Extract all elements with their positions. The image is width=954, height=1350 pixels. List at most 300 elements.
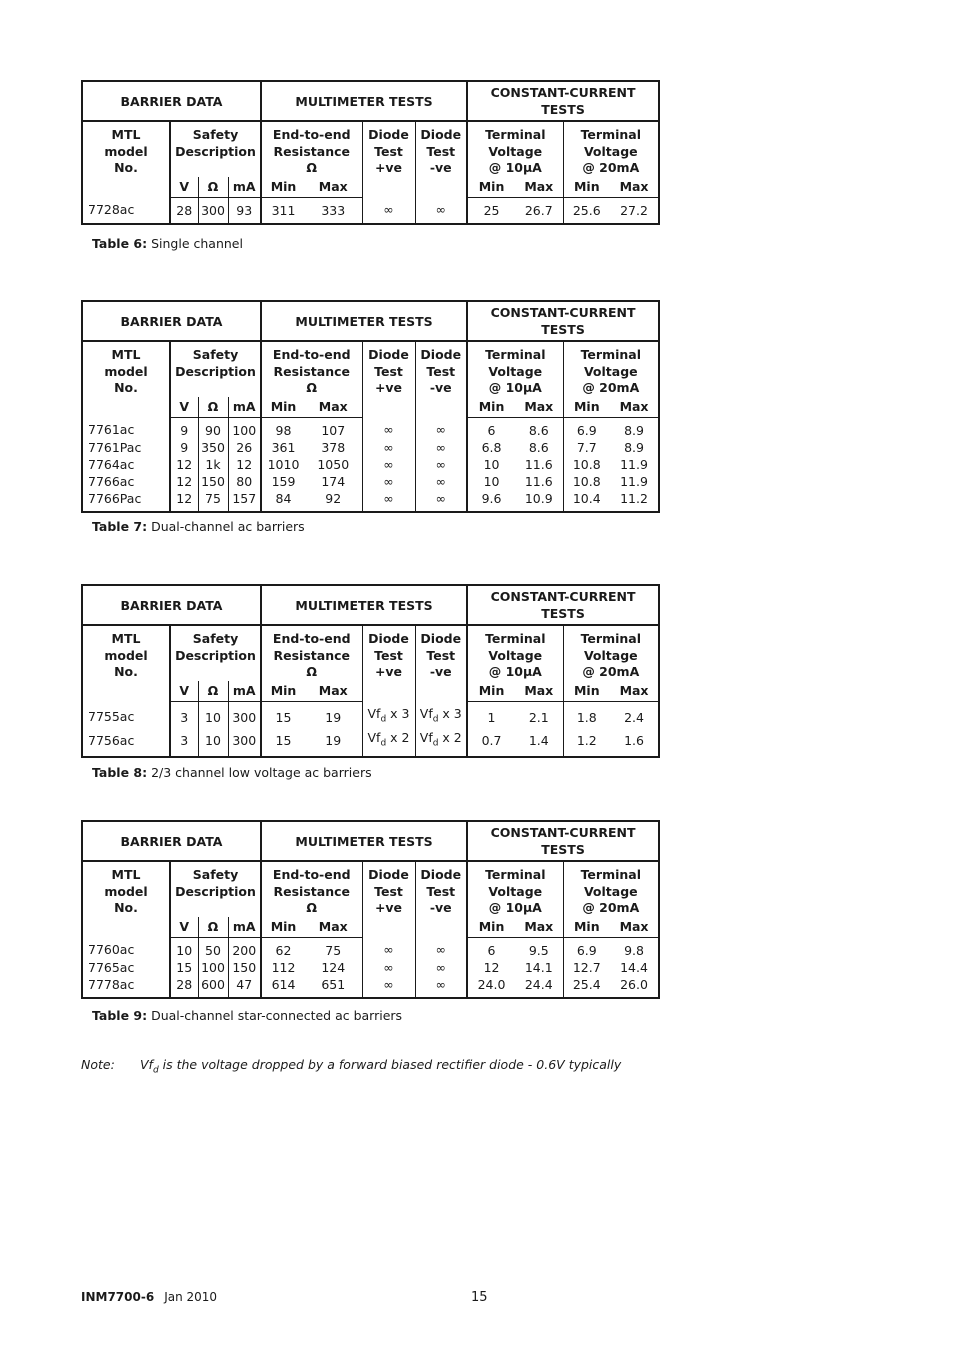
value-cell: 15: [261, 729, 305, 758]
value-cell: 6.9: [563, 417, 610, 439]
constant-current-tests-header: CONSTANT-CURRENT TESTS: [467, 301, 659, 341]
barrier-data-header: BARRIER DATA: [82, 821, 261, 861]
caption-label: Table 6:: [92, 236, 148, 251]
value-cell: 333: [321, 202, 346, 218]
value-cell: 11.9: [620, 456, 648, 472]
diode-neg-line: Diode: [420, 631, 462, 646]
tv-10ua-line: @ 10µA: [488, 900, 542, 915]
value-cell: 2.4: [624, 709, 644, 725]
table-row: [82, 417, 659, 439]
value-cell: 200: [228, 937, 261, 959]
diode-test-neg-header: [415, 341, 467, 417]
terminal-voltage-10ua-header: [467, 121, 563, 177]
tv10-min: Min: [467, 681, 515, 702]
column-header-row: [82, 625, 659, 681]
tv-10ua-line: Terminal: [485, 631, 546, 646]
end-to-end-line: End-to-end: [272, 867, 351, 882]
value-cell: 1.6: [624, 732, 644, 748]
value-cell: 600: [198, 976, 228, 998]
diode-pos-line: Diode: [368, 127, 409, 142]
resistance-min: Min: [261, 177, 305, 198]
constant-current-tests-header: CONSTANT-CURRENT TESTS: [467, 821, 659, 861]
end-to-end-line: End-to-end: [272, 347, 351, 362]
value-cell: 614: [261, 976, 305, 998]
model-cell: 7755ac: [88, 709, 135, 725]
value-cell: 10.8: [563, 473, 610, 490]
diode-pos-line: Diode: [368, 347, 409, 362]
value-cell: 159: [261, 473, 305, 490]
safety-line: Description: [175, 363, 256, 379]
table-row: [82, 456, 659, 473]
diode-test-pos-header: [362, 121, 415, 197]
value-cell: 98: [261, 417, 305, 439]
tv-10ua-line: @ 10µA: [488, 380, 542, 395]
value-cell: 10.8: [563, 456, 610, 473]
diode-neg-line: -ve: [429, 900, 452, 915]
model-cell: 7761Pac: [88, 439, 142, 455]
value-cell: 11.2: [620, 490, 648, 506]
value-cell: 6: [467, 937, 515, 959]
tv20-min: Min: [563, 917, 610, 938]
diode-neg-line: Test: [426, 363, 456, 379]
table-row: [82, 729, 659, 758]
tv-20ma-line: @ 20mA: [582, 664, 640, 679]
table-row: [82, 959, 659, 976]
unit-ohm: Ω: [198, 917, 228, 938]
group-header-row: [82, 301, 659, 341]
data-table: [81, 300, 660, 513]
value-cell: 311: [261, 197, 305, 224]
tv20-max: Max: [610, 917, 659, 938]
subscript-d: d: [380, 714, 387, 725]
tv-20ma-line: @ 20mA: [582, 380, 640, 395]
value-cell: 10: [170, 937, 198, 959]
mtl-model-line: MTL: [111, 127, 141, 142]
data-table: [81, 584, 660, 758]
value-cell: 84: [261, 490, 305, 512]
end-to-end-line: Resistance: [273, 363, 350, 379]
value-cell: ∞: [362, 490, 415, 512]
safety-description-header: [170, 341, 261, 397]
value-cell: 19: [325, 732, 342, 748]
diode-pos-line: +ve: [374, 664, 403, 679]
value-cell: 3: [170, 729, 198, 758]
subscript-d: d: [432, 714, 439, 725]
value-cell: 300: [228, 701, 261, 729]
value-cell: 1.8: [563, 701, 610, 729]
value-cell: 47: [228, 976, 261, 998]
caption-label: Table 8:: [92, 765, 148, 780]
table-row: [82, 473, 659, 490]
unit-ma: mA: [228, 917, 261, 938]
unit-v: V: [170, 681, 198, 702]
mtl-model-line: MTL: [111, 347, 141, 362]
multimeter-tests-header: MULTIMETER TESTS: [261, 585, 467, 625]
tv-10ua-line: Voltage: [488, 363, 543, 379]
value-cell: 6.9: [563, 937, 610, 959]
mtl-model-line: No.: [114, 664, 138, 679]
diode-neg-line: Test: [426, 143, 456, 159]
mtl-model-line: model: [104, 363, 148, 379]
tv-10ua-line: @ 10µA: [488, 664, 542, 679]
value-cell: ∞: [362, 473, 415, 490]
value-cell: 9.5: [528, 942, 549, 958]
tv20-min: Min: [563, 177, 610, 198]
data-table: [81, 80, 660, 225]
end-to-end-line: Resistance: [273, 883, 350, 899]
barrier-table-9: [81, 820, 658, 999]
tv10-min: Min: [467, 177, 515, 198]
table-row: [82, 197, 659, 224]
value-cell: ∞: [362, 439, 415, 456]
value-cell: 651: [321, 976, 346, 992]
value-cell: $Vf_d$ x 2: [362, 729, 415, 758]
table-caption: [92, 236, 243, 251]
value-cell: 26.0: [620, 976, 648, 992]
value-cell: ∞: [362, 976, 415, 998]
value-cell: 3: [170, 701, 198, 729]
diode-neg-line: Test: [426, 883, 456, 899]
value-cell: 350: [198, 439, 228, 456]
table-row: [82, 976, 659, 998]
mtl-model-header: [82, 625, 170, 701]
tv-20ma-line: @ 20mA: [582, 160, 640, 175]
value-cell: 75: [198, 490, 228, 512]
barrier-data-header: BARRIER DATA: [82, 301, 261, 341]
value-cell: 10: [198, 729, 228, 758]
diode-pos-line: Test: [374, 143, 403, 159]
diode-pos-line: Test: [374, 363, 403, 379]
value-cell: ∞: [415, 937, 467, 959]
diode-test-neg-header: [415, 121, 467, 197]
tv-10ua-line: Voltage: [488, 647, 543, 663]
mtl-model-line: No.: [114, 900, 138, 915]
value-cell: 10: [467, 473, 515, 490]
tv-10ua-line: Terminal: [485, 127, 546, 142]
value-cell: 174: [321, 473, 346, 489]
terminal-voltage-10ua-header: [467, 861, 563, 917]
diode-pos-line: +ve: [374, 160, 403, 175]
value-cell: 112: [261, 959, 305, 976]
column-header-row: [82, 121, 659, 177]
safety-line: Description: [175, 883, 256, 899]
mtl-model-line: model: [104, 143, 148, 159]
multimeter-tests-header: MULTIMETER TESTS: [261, 301, 467, 341]
tv10-max: Max: [515, 177, 563, 198]
constant-current-tests-header: CONSTANT-CURRENT TESTS: [467, 81, 659, 121]
end-to-end-line: Ω: [306, 160, 318, 175]
value-cell: 100: [228, 417, 261, 439]
terminal-voltage-10ua-header: [467, 341, 563, 397]
diode-test-neg-header: [415, 625, 467, 701]
tv-20ma-line: @ 20mA: [582, 900, 640, 915]
unit-ohm: Ω: [198, 177, 228, 198]
value-cell: 14.1: [524, 959, 553, 975]
value-cell: 10.9: [524, 490, 553, 506]
caption-label: Table 9:: [92, 1008, 148, 1023]
value-cell: 28: [170, 976, 198, 998]
value-cell: 28: [170, 197, 198, 224]
model-cell: 7761ac: [88, 422, 135, 438]
end-to-end-header: [261, 625, 362, 681]
unit-v: V: [170, 917, 198, 938]
constant-current-tests-header: CONSTANT-CURRENT TESTS: [467, 585, 659, 625]
safety-line: Description: [175, 143, 256, 159]
value-cell: 62: [261, 937, 305, 959]
value-cell: 10: [198, 701, 228, 729]
value-cell: ∞: [415, 490, 467, 512]
diode-test-pos-header: [362, 861, 415, 937]
terminal-voltage-20ma-header: [563, 121, 659, 177]
tv-20ma-line: Terminal: [580, 631, 641, 646]
diode-pos-line: Test: [374, 883, 403, 899]
value-cell: 19: [325, 709, 342, 725]
barrier-table-6: [81, 80, 658, 225]
mtl-model-line: MTL: [111, 867, 141, 882]
mtl-model-line: No.: [114, 380, 138, 395]
caption-label: Table 7:: [92, 519, 148, 534]
value-cell: 26.7: [524, 202, 553, 218]
value-cell: 15: [261, 701, 305, 729]
value-cell: 150: [198, 473, 228, 490]
mtl-model-line: model: [104, 883, 148, 899]
caption-text: Dual-channel ac barriers: [151, 519, 305, 534]
resistance-max: Max: [305, 397, 362, 418]
resistance-max: Max: [305, 177, 362, 198]
value-cell: 150: [228, 959, 261, 976]
value-cell: 9: [170, 417, 198, 439]
tv10-max: Max: [515, 397, 563, 418]
subscript-d: d: [380, 738, 387, 748]
value-cell: 8.9: [624, 439, 644, 455]
resistance-min: Min: [261, 917, 305, 938]
value-cell: 300: [198, 197, 228, 224]
value-cell: 10: [467, 456, 515, 473]
data-table: [81, 820, 660, 999]
value-cell: ∞: [415, 959, 467, 976]
value-cell: ∞: [415, 976, 467, 998]
table-row: [82, 701, 659, 729]
end-to-end-line: Ω: [306, 664, 318, 679]
diode-test-pos-header: [362, 625, 415, 701]
doc-id: INM7700-6: [81, 1290, 155, 1304]
value-cell: 1050: [317, 456, 350, 472]
value-cell: 8.9: [624, 422, 644, 438]
tv20-max: Max: [610, 397, 659, 418]
table-caption: [92, 519, 305, 534]
value-cell: 100: [198, 959, 228, 976]
unit-ohm: Ω: [198, 681, 228, 702]
value-cell: 14.4: [620, 959, 648, 975]
table-row: [82, 490, 659, 512]
footer-doc-id: [81, 1290, 217, 1304]
value-cell: $Vf_d$ x 3: [415, 701, 467, 729]
model-cell: 7765ac: [88, 959, 135, 975]
caption-text: 2/3 channel low voltage ac barriers: [151, 765, 372, 780]
unit-v: V: [170, 397, 198, 418]
value-cell: 9.8: [624, 942, 644, 958]
value-cell: 6.8: [467, 439, 515, 456]
value-cell: 9.6: [467, 490, 515, 512]
tv10-min: Min: [467, 397, 515, 418]
resistance-max: Max: [305, 917, 362, 938]
value-cell: 11.6: [524, 456, 553, 472]
safety-line: Safety: [192, 347, 239, 362]
value-cell: 12: [228, 456, 261, 473]
page-number: 15: [471, 1290, 488, 1305]
value-cell: 361: [261, 439, 305, 456]
value-cell: 24.0: [467, 976, 515, 998]
barrier-table-7: [81, 300, 658, 513]
value-cell: 12: [170, 456, 198, 473]
unit-ma: mA: [228, 681, 261, 702]
table-caption: [92, 765, 372, 780]
tv-20ma-line: Terminal: [580, 347, 641, 362]
tv-20ma-line: Voltage: [583, 883, 638, 899]
value-cell: 12: [467, 959, 515, 976]
subscript-d: d: [432, 738, 439, 748]
value-cell: $Vf_d$ x 2: [415, 729, 467, 758]
group-header-row: [82, 585, 659, 625]
diode-neg-line: -ve: [429, 380, 452, 395]
value-cell: 1: [467, 701, 515, 729]
doc-date: Jan 2010: [164, 1290, 218, 1304]
value-cell: 7.7: [563, 439, 610, 456]
value-cell: ∞: [415, 439, 467, 456]
end-to-end-line: Ω: [306, 900, 318, 915]
value-cell: 12: [170, 473, 198, 490]
tv-10ua-line: @ 10µA: [488, 160, 542, 175]
tv10-min: Min: [467, 917, 515, 938]
table-row: [82, 439, 659, 456]
value-cell: 75: [325, 942, 342, 958]
resistance-min: Min: [261, 681, 305, 702]
caption-text: Dual-channel star-connected ac barriers: [151, 1008, 403, 1023]
model-cell: 7778ac: [88, 976, 135, 992]
value-cell: 8.6: [528, 422, 549, 438]
value-cell: 9: [170, 439, 198, 456]
terminal-voltage-20ma-header: [563, 625, 659, 681]
diode-pos-line: Diode: [368, 867, 409, 882]
end-to-end-header: [261, 121, 362, 177]
value-cell: 93: [228, 197, 261, 224]
model-cell: 7728ac: [88, 202, 135, 218]
group-header-row: [82, 821, 659, 861]
tv-10ua-line: Voltage: [488, 143, 543, 159]
value-cell: 1.2: [563, 729, 610, 758]
resistance-min: Min: [261, 397, 305, 418]
value-cell: ∞: [362, 959, 415, 976]
value-cell: 80: [228, 473, 261, 490]
end-to-end-header: [261, 861, 362, 917]
table-caption: [92, 1008, 402, 1023]
safety-line: Description: [175, 647, 256, 663]
footnote: [81, 1057, 621, 1076]
diode-neg-line: -ve: [429, 160, 452, 175]
diode-neg-line: Diode: [420, 867, 462, 882]
diode-pos-line: +ve: [374, 900, 403, 915]
terminal-voltage-10ua-header: [467, 625, 563, 681]
tv-10ua-line: Terminal: [485, 347, 546, 362]
tv20-min: Min: [563, 397, 610, 418]
value-cell: 1.4: [528, 732, 549, 748]
column-header-row: [82, 341, 659, 397]
value-cell: 1k: [198, 456, 228, 473]
tv-20ma-line: Terminal: [580, 867, 641, 882]
value-cell: 124: [321, 959, 346, 975]
model-cell: 7760ac: [88, 942, 135, 958]
safety-line: Safety: [192, 867, 239, 882]
model-cell: 7766ac: [88, 473, 135, 489]
unit-ohm: Ω: [198, 397, 228, 418]
multimeter-tests-header: MULTIMETER TESTS: [261, 821, 467, 861]
value-cell: 25: [467, 197, 515, 224]
end-to-end-line: Ω: [306, 380, 318, 395]
mtl-model-header: [82, 861, 170, 937]
unit-v: V: [170, 177, 198, 198]
tv-20ma-line: Voltage: [583, 647, 638, 663]
value-cell: 25.4: [563, 976, 610, 998]
mtl-model-header: [82, 341, 170, 417]
safety-description-header: [170, 121, 261, 177]
tv20-min: Min: [563, 681, 610, 702]
value-cell: ∞: [362, 456, 415, 473]
barrier-data-header: BARRIER DATA: [82, 81, 261, 121]
value-cell: 157: [228, 490, 261, 512]
value-cell: ∞: [415, 197, 467, 224]
value-cell: ∞: [415, 456, 467, 473]
diode-test-neg-header: [415, 861, 467, 937]
value-cell: 25.6: [563, 197, 610, 224]
value-cell: ∞: [415, 473, 467, 490]
value-cell: ∞: [362, 937, 415, 959]
tv20-max: Max: [610, 681, 659, 702]
value-cell: ∞: [362, 417, 415, 439]
note-label: Note:: [81, 1057, 115, 1072]
resistance-max: Max: [305, 681, 362, 702]
value-cell: 27.2: [620, 202, 648, 218]
value-cell: 92: [325, 490, 342, 506]
barrier-table-8: [81, 584, 658, 758]
value-cell: 8.6: [528, 439, 549, 455]
value-cell: 11.6: [524, 473, 553, 489]
value-cell: 15: [170, 959, 198, 976]
mtl-model-line: model: [104, 647, 148, 663]
diode-pos-line: Test: [374, 647, 403, 663]
value-cell: 11.9: [620, 473, 648, 489]
tv10-max: Max: [515, 917, 563, 938]
terminal-voltage-20ma-header: [563, 861, 659, 917]
safety-line: Safety: [192, 127, 239, 142]
value-cell: 107: [321, 422, 346, 438]
end-to-end-line: End-to-end: [272, 127, 351, 142]
value-cell: 378: [321, 439, 346, 455]
diode-test-pos-header: [362, 341, 415, 417]
mtl-model-header: [82, 121, 170, 197]
unit-ma: mA: [228, 177, 261, 198]
value-cell: 6: [467, 417, 515, 439]
safety-description-header: [170, 861, 261, 917]
value-cell: 10.4: [563, 490, 610, 512]
diode-pos-line: Diode: [368, 631, 409, 646]
tv-20ma-line: Terminal: [580, 127, 641, 142]
barrier-data-header: BARRIER DATA: [82, 585, 261, 625]
safety-description-header: [170, 625, 261, 681]
value-cell: ∞: [415, 417, 467, 439]
diode-pos-line: +ve: [374, 380, 403, 395]
subscript-d: d: [152, 1065, 159, 1076]
value-cell: 50: [198, 937, 228, 959]
